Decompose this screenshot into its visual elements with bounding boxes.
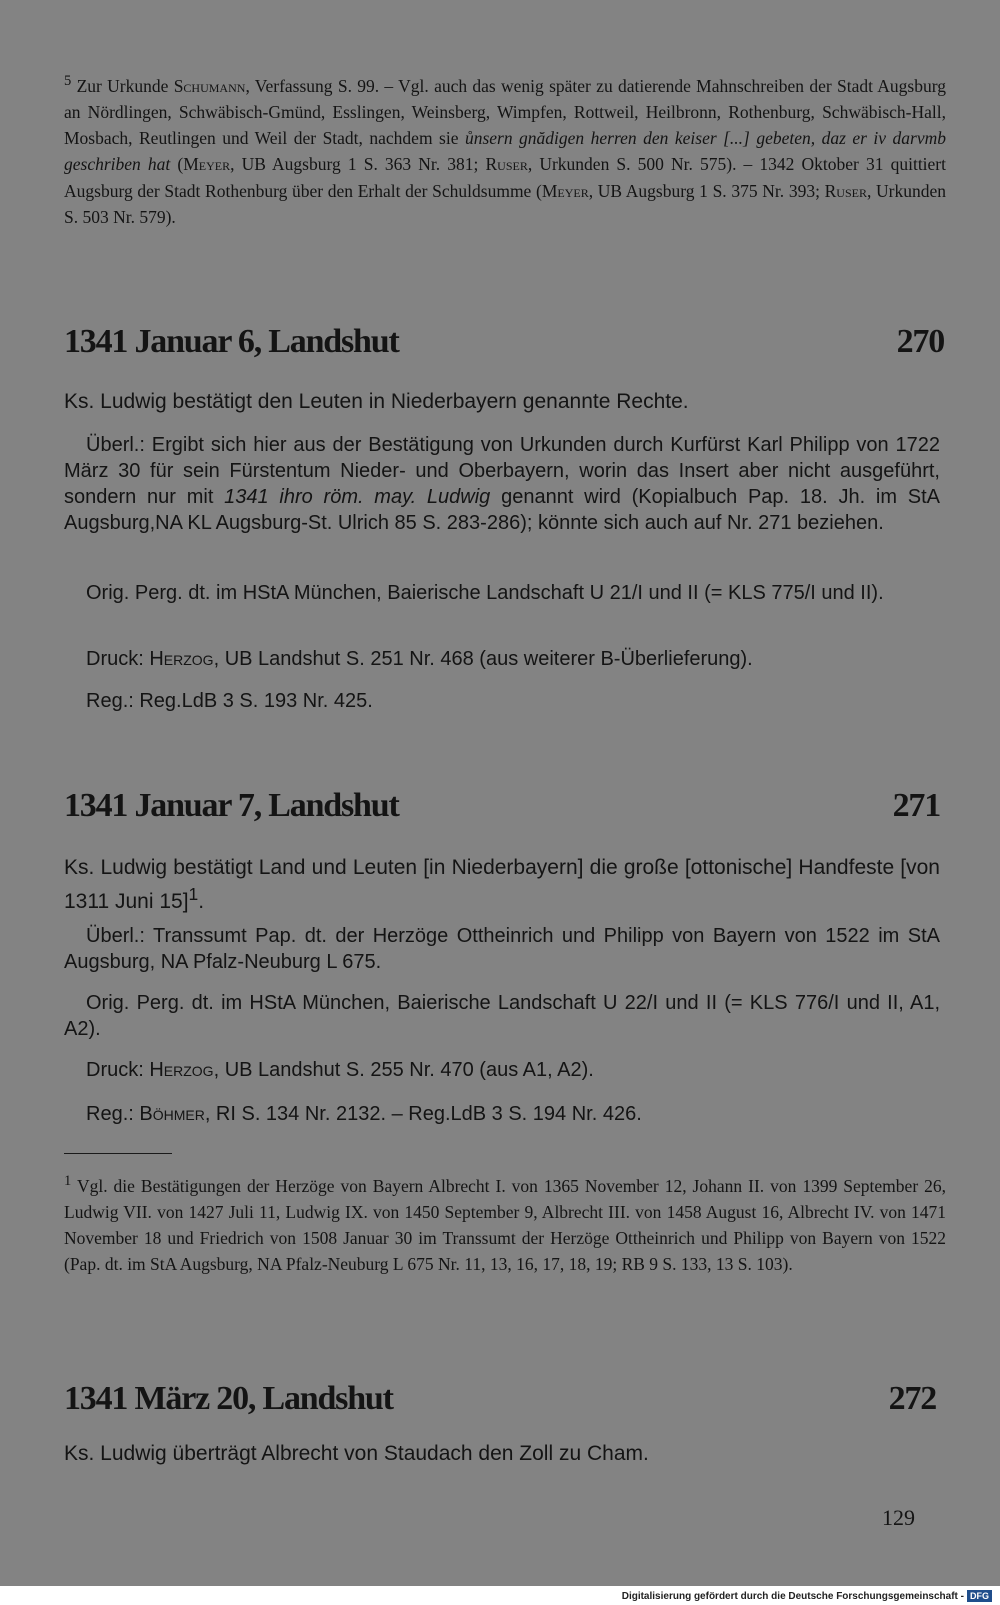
entry-heading-271 (64, 784, 940, 828)
digitization-credit (622, 1590, 992, 1603)
dfg-logo: DFG (967, 1590, 992, 1602)
footnote-5 (64, 68, 946, 230)
original: Orig. Perg. dt. im HStA München, Baierische Landschaft U 21/I und II (= KLS 775/I und II). (86, 582, 884, 604)
author-name: Meyer (183, 154, 231, 175)
author-name: Schumann (173, 75, 246, 96)
para-text: Reg.: (86, 1103, 140, 1125)
para-text: , RI S. 134 Nr. 2132. – Reg.LdB 3 S. 194 Nr. 426. (204, 1103, 642, 1125)
author-name: Ruser (824, 180, 867, 201)
para-text: Druck: (86, 648, 150, 670)
para-text: , UB Landshut S. 251 Nr. 468 (aus weiterer B-Überlieferung). (213, 648, 753, 670)
author-name: Herzog (149, 648, 214, 670)
para-text: Überl.: Ergibt sich hier aus der Bestätigung von Urkunden durch Kurfürst Karl Philipp von 1722 März 30 für sein Fürstentum Nieder- und Oberbayern, worin das Insert aber nicht ausgeführt, sondern nur mit (64, 434, 940, 508)
entry-date: 1341 März 20, Landshut (64, 1380, 393, 1417)
ueberlieferung (64, 432, 940, 536)
author-name: Ruser (485, 154, 528, 175)
footnote-text: , Urkunden S. 503 Nr. 579). (64, 180, 946, 227)
ueberlieferung: Überl.: Transsumt Pap. dt. der Herzöge Ottheinrich und Philipp von Bayern von 1522 im StA Augsburg, NA Pfalz-Neuburg L 675. (64, 925, 940, 973)
druck (64, 646, 940, 672)
footnote-divider (64, 1153, 172, 1154)
para-text: genannt wird (Kopialbuch Pap. 18. Jh. im StA Augsburg,NA KL Augsburg-St. Ulrich 85 S. 283-286); könnte sich auch auf Nr. 271 beziehen. (64, 486, 941, 534)
entry-summary (64, 855, 940, 915)
footnote-mark: 1 (64, 1173, 72, 1189)
regest: Reg.: Reg.LdB 3 S. 193 Nr. 425. (86, 690, 373, 712)
regest (64, 1101, 940, 1127)
entry-heading-272 (64, 1377, 936, 1421)
footnote-1 (64, 1168, 946, 1278)
page-number: 129 (882, 1505, 915, 1530)
para-text: , UB Landshut S. 255 Nr. 470 (aus A1, A2). (213, 1059, 594, 1081)
summary-text: Ks. Ludwig bestätigt Land und Leuten [in Niederbayern] die große [ottonische] Handfeste [von 1311 Juni 15] (64, 856, 940, 913)
footnote-mark: 5 (64, 73, 72, 89)
footnote-reference: 1 (188, 884, 199, 904)
entry-summary: Ks. Ludwig überträgt Albrecht von Staudach den Zoll zu Cham. (64, 1442, 649, 1465)
quoted-source: ůnsern gnădigen herren den keiser [...] gebeten, daz er iv darvmb geschriben hat (64, 128, 946, 175)
footnote-text: , UB Augsburg 1 S. 363 Nr. 381; (230, 154, 486, 175)
footnote-text: Zur Urkunde (76, 75, 174, 96)
author-name: Herzog (149, 1059, 214, 1081)
footnote-text: Vgl. die Bestätigungen der Herzöge von Bayern Albrecht I. von 1365 November 12, Johann II. von 1399 September 26, Ludwig VII. von 1427 Juli 11, Ludwig IX. von 1450 September 9, Albrecht III. von 1458 August 16, Albrecht IV. von 1471 November 18 und Friedrich von 1508 Januar 30 im Transsumt der Herzöge Ottheinrich und Philipp von Bayern von 1522 (Pap. dt. im StA Augsburg, NA Pfalz-Neuburg L 675 Nr. 11, 13, 16, 17, 18, 19; RB 9 S. 133, 13 S. 103). (64, 1175, 946, 1275)
author-name: Böhmer (139, 1103, 205, 1125)
para-text: Druck: (86, 1059, 150, 1081)
footnote-text: , Urkunden S. 500 Nr. 575). – 1342 Oktober 31 quittiert Augsburg der Stadt Rothenburg über den Erhalt der Schuldsumme ( (64, 154, 946, 201)
entry-number: 270 (896, 323, 944, 360)
footnote-text: , Verfassung S. 99. – Vgl. auch das wenig später zu datierende Mahnschreiben der Stadt Augsburg an Nördlingen, Schwäbisch-Gmünd, Esslingen, Weinsberg, Wimpfen, Rottweil, Heilbronn, Rothenburg, Schwäbisch-Hall, Mosbach, Reutlingen und Weil der Stadt, nachdem sie (64, 75, 946, 149)
entry-date: 1341 Januar 7, Landshut (64, 787, 399, 824)
entry-summary: Ks. Ludwig bestätigt den Leuten in Niederbayern genannte Rechte. (64, 390, 689, 413)
entry-number: 271 (892, 787, 940, 824)
entry-number: 272 (888, 1380, 936, 1417)
summary-text: . (198, 890, 205, 913)
entry-date: 1341 Januar 6, Landshut (64, 323, 399, 360)
footnote-text: , UB Augsburg 1 S. 375 Nr. 393; (588, 180, 825, 201)
footnote-text: ( (170, 154, 184, 175)
original: Orig. Perg. dt. im HStA München, Baierische Landschaft U 22/I und II (= KLS 776/I und II, A1, A2). (64, 992, 940, 1040)
druck (64, 1057, 940, 1083)
entry-heading-270 (64, 320, 944, 364)
credit-text: Digitalisierung gefördert durch die Deutsche Forschungsgemeinschaft - (621, 1591, 964, 1602)
author-name: Meyer (541, 180, 589, 201)
quoted-source: 1341 ihro röm. may. Ludwig (224, 486, 491, 508)
